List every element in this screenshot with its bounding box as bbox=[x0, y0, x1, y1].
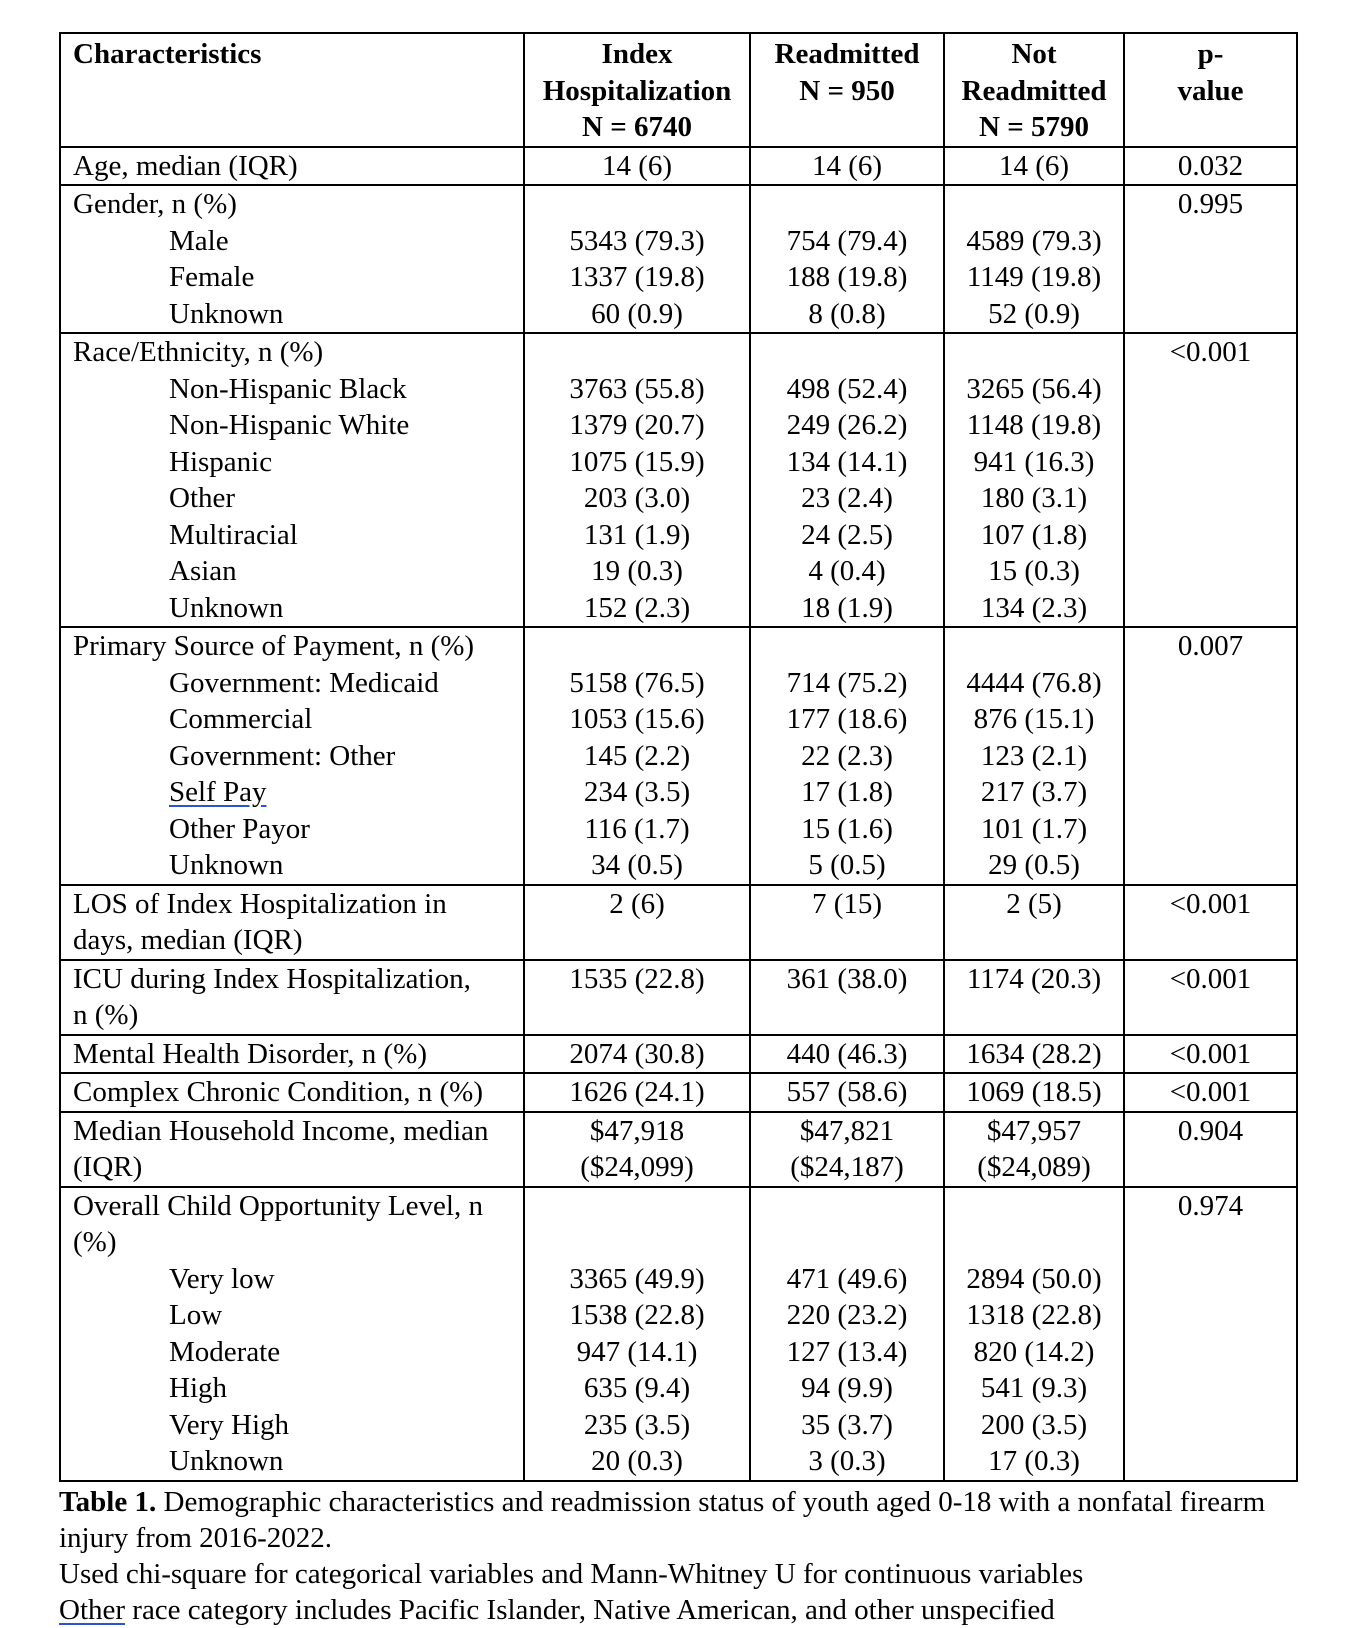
subrow-label bbox=[60, 1297, 524, 1334]
cell-readmitted bbox=[750, 1035, 944, 1074]
cell-p-value: 0.974 bbox=[1124, 1187, 1297, 1481]
cell-readmitted: 8 (0.8) bbox=[750, 296, 944, 334]
cell-not-readmitted: 3265 (56.4) bbox=[944, 371, 1124, 408]
cell-readmitted: 4 (0.4) bbox=[750, 553, 944, 590]
cell-not-readmitted: 107 (1.8) bbox=[944, 517, 1124, 554]
cell-index: 152 (2.3) bbox=[524, 590, 750, 628]
caption-note-other-text: race category includes Pacific Islander, Native American, and other unspecified bbox=[125, 1593, 1055, 1626]
cell-not-readmitted: 941 (16.3) bbox=[944, 444, 1124, 481]
cell-line: N = 5790 bbox=[979, 111, 1089, 143]
table-subrow bbox=[60, 1297, 1297, 1334]
cell-index bbox=[524, 1112, 750, 1187]
cell-line: Readmitted bbox=[961, 74, 1107, 107]
row-label bbox=[60, 1073, 524, 1112]
subrow-label bbox=[60, 1261, 524, 1298]
cell-value: 7 (15) bbox=[811, 887, 883, 920]
row-label bbox=[60, 1112, 524, 1187]
cell-value: 14 (6) bbox=[601, 149, 673, 182]
cell-line: days, median (IQR) bbox=[73, 924, 303, 956]
table-body bbox=[60, 147, 1297, 1481]
subrow-label-text: Low bbox=[169, 1299, 223, 1331]
subrow-label-text: Multiracial bbox=[169, 518, 298, 551]
subrow-label-text: Male bbox=[169, 224, 229, 257]
cell-value: 14 (6) bbox=[811, 149, 883, 182]
cell-index: 1053 (15.6) bbox=[524, 701, 750, 738]
subrow-label-text: Female bbox=[169, 261, 255, 293]
cell-readmitted bbox=[750, 333, 944, 371]
cell-line: (IQR) bbox=[73, 1151, 143, 1183]
cell-index: 116 (1.7) bbox=[524, 811, 750, 848]
table-subrow bbox=[60, 223, 1297, 260]
cell-p-value: 0.904 bbox=[1124, 1112, 1297, 1187]
cell-not-readmitted: 4444 (76.8) bbox=[944, 665, 1124, 702]
caption-note-other bbox=[59, 1592, 1296, 1628]
cell-value: 1626 (24.1) bbox=[569, 1076, 705, 1108]
table-subrow bbox=[60, 407, 1297, 444]
cell-line: (%) bbox=[73, 1226, 117, 1258]
subrow-label-text: Asian bbox=[169, 555, 237, 587]
cell-value: 14 (6) bbox=[998, 149, 1070, 182]
cell-value: ($24,187) bbox=[790, 1151, 904, 1183]
cell-not-readmitted bbox=[944, 147, 1124, 186]
table-subrow bbox=[60, 774, 1297, 811]
cell-index: 19 (0.3) bbox=[524, 553, 750, 590]
cell-not-readmitted bbox=[944, 1073, 1124, 1112]
cell-index: 5343 (79.3) bbox=[524, 223, 750, 260]
table-caption bbox=[59, 1484, 1296, 1628]
subrow-label bbox=[60, 590, 524, 628]
cell-value: 1634 (28.2) bbox=[966, 1037, 1102, 1070]
cell-p-value: 0.007 bbox=[1124, 627, 1297, 885]
cell-line: Hospitalization bbox=[542, 74, 732, 107]
subrow-label bbox=[60, 665, 524, 702]
subrow-label-text: Government: Medicaid bbox=[169, 666, 439, 699]
subrow-label bbox=[60, 371, 524, 408]
table-row bbox=[60, 1073, 1297, 1112]
cell-not-readmitted: 52 (0.9) bbox=[944, 296, 1124, 334]
cell-readmitted: 754 (79.4) bbox=[750, 223, 944, 260]
cell-p-value: <0.001 bbox=[1124, 333, 1297, 627]
cell-not-readmitted: 134 (2.3) bbox=[944, 590, 1124, 628]
cell-line: Overall Child Opportunity Level, n bbox=[73, 1189, 483, 1222]
cell-not-readmitted bbox=[944, 960, 1124, 1035]
cell-value: ($24,099) bbox=[580, 1151, 694, 1183]
cell-line: Characteristics bbox=[73, 38, 262, 70]
subrow-label bbox=[60, 517, 524, 554]
table-subrow bbox=[60, 847, 1297, 885]
cell-readmitted: 17 (1.8) bbox=[750, 774, 944, 811]
cell-not-readmitted bbox=[944, 1035, 1124, 1074]
cell-value: $47,918 bbox=[589, 1114, 685, 1147]
cell-index: 131 (1.9) bbox=[524, 517, 750, 554]
cell-not-readmitted: 200 (3.5) bbox=[944, 1407, 1124, 1444]
cell-index: 34 (0.5) bbox=[524, 847, 750, 885]
cell-line: LOS of Index Hospitalization in bbox=[73, 887, 447, 920]
cell-readmitted: 94 (9.9) bbox=[750, 1370, 944, 1407]
cell-value: ($24,089) bbox=[977, 1151, 1091, 1183]
subrow-label bbox=[60, 1334, 524, 1371]
cell-index bbox=[524, 960, 750, 1035]
cell-line: Race/Ethnicity, n (%) bbox=[73, 336, 324, 368]
cell-value: 2074 (30.8) bbox=[569, 1037, 705, 1070]
subrow-label bbox=[60, 1407, 524, 1444]
cell-index: 3365 (49.9) bbox=[524, 1261, 750, 1298]
cell-line: Readmitted bbox=[774, 38, 920, 70]
table-row bbox=[60, 333, 1297, 371]
cell-value: 1535 (22.8) bbox=[569, 962, 705, 995]
cell-not-readmitted: 876 (15.1) bbox=[944, 701, 1124, 738]
cell-p-value: 0.032 bbox=[1124, 147, 1297, 186]
cell-readmitted: 24 (2.5) bbox=[750, 517, 944, 554]
cell-index bbox=[524, 627, 750, 665]
table-row bbox=[60, 1035, 1297, 1074]
cell-readmitted bbox=[750, 885, 944, 960]
subrow-label-text: Unknown bbox=[169, 591, 284, 624]
cell-index bbox=[524, 333, 750, 371]
subrow-label-text: Very High bbox=[169, 1408, 290, 1441]
caption-title bbox=[59, 1484, 1296, 1556]
subrow-label-text: Other bbox=[169, 482, 236, 514]
header-not-readmitted bbox=[944, 33, 1124, 147]
cell-readmitted: 35 (3.7) bbox=[750, 1407, 944, 1444]
cell-p-value: <0.001 bbox=[1124, 1073, 1297, 1112]
subrow-label bbox=[60, 407, 524, 444]
table-subrow bbox=[60, 444, 1297, 481]
cell-index bbox=[524, 1187, 750, 1261]
cell-readmitted: 3 (0.3) bbox=[750, 1443, 944, 1481]
table-subrow bbox=[60, 811, 1297, 848]
cell-not-readmitted bbox=[944, 885, 1124, 960]
subrow-label-text: Unknown bbox=[169, 297, 284, 330]
subrow-label bbox=[60, 480, 524, 517]
row-label bbox=[60, 185, 524, 223]
cell-line: n (%) bbox=[73, 999, 139, 1031]
subrow-label bbox=[60, 553, 524, 590]
cell-not-readmitted: 123 (2.1) bbox=[944, 738, 1124, 775]
cell-line: ICU during Index Hospitalization, bbox=[73, 962, 471, 995]
cell-not-readmitted: 101 (1.7) bbox=[944, 811, 1124, 848]
subrow-label bbox=[60, 444, 524, 481]
cell-index: 1075 (15.9) bbox=[524, 444, 750, 481]
cell-readmitted: 220 (23.2) bbox=[750, 1297, 944, 1334]
subrow-label bbox=[60, 847, 524, 885]
cell-line: Age, median (IQR) bbox=[73, 149, 298, 182]
cell-readmitted bbox=[750, 960, 944, 1035]
table-subrow bbox=[60, 553, 1297, 590]
cell-index: 60 (0.9) bbox=[524, 296, 750, 334]
cell-index: 20 (0.3) bbox=[524, 1443, 750, 1481]
cell-index bbox=[524, 1035, 750, 1074]
cell-line: Mental Health Disorder, n (%) bbox=[73, 1037, 427, 1070]
table-subrow bbox=[60, 738, 1297, 775]
subrow-label bbox=[60, 774, 524, 811]
cell-index: 203 (3.0) bbox=[524, 480, 750, 517]
cell-line: Primary Source of Payment, n (%) bbox=[73, 630, 475, 662]
cell-index: 234 (3.5) bbox=[524, 774, 750, 811]
cell-index: 947 (14.1) bbox=[524, 1334, 750, 1371]
cell-index: 1337 (19.8) bbox=[524, 259, 750, 296]
header-index-hospitalization bbox=[524, 33, 750, 147]
subrow-label-text: Unknown bbox=[169, 1445, 284, 1477]
table-subrow bbox=[60, 1261, 1297, 1298]
cell-not-readmitted: 217 (3.7) bbox=[944, 774, 1124, 811]
cell-readmitted: 714 (75.2) bbox=[750, 665, 944, 702]
cell-line: N = 6740 bbox=[582, 111, 692, 143]
cell-not-readmitted bbox=[944, 627, 1124, 665]
cell-not-readmitted: 17 (0.3) bbox=[944, 1443, 1124, 1481]
table-subrow bbox=[60, 1370, 1297, 1407]
cell-value: $47,821 bbox=[799, 1114, 895, 1147]
header-readmitted bbox=[750, 33, 944, 147]
cell-line: Not bbox=[1011, 38, 1057, 70]
cell-value: 1174 (20.3) bbox=[966, 962, 1102, 995]
cell-not-readmitted: 29 (0.5) bbox=[944, 847, 1124, 885]
cell-line: Index bbox=[601, 38, 673, 70]
subrow-label-text: High bbox=[169, 1372, 227, 1404]
subrow-label-text: Non-Hispanic White bbox=[169, 409, 410, 441]
cell-not-readmitted: 1148 (19.8) bbox=[944, 407, 1124, 444]
cell-not-readmitted: 1149 (19.8) bbox=[944, 259, 1124, 296]
row-label bbox=[60, 627, 524, 665]
table-subrow bbox=[60, 1334, 1297, 1371]
cell-value: 2 (6) bbox=[609, 887, 665, 920]
table-subrow bbox=[60, 590, 1297, 628]
cell-line: Gender, n (%) bbox=[73, 188, 237, 220]
cell-index bbox=[524, 185, 750, 223]
row-label bbox=[60, 1035, 524, 1074]
cell-readmitted: 5 (0.5) bbox=[750, 847, 944, 885]
subrow-label bbox=[60, 701, 524, 738]
cell-readmitted: 22 (2.3) bbox=[750, 738, 944, 775]
cell-index: 5158 (76.5) bbox=[524, 665, 750, 702]
cell-index bbox=[524, 885, 750, 960]
cell-not-readmitted bbox=[944, 185, 1124, 223]
cell-readmitted: 188 (19.8) bbox=[750, 259, 944, 296]
table-subrow bbox=[60, 371, 1297, 408]
table-subrow bbox=[60, 1407, 1297, 1444]
cell-index: 145 (2.2) bbox=[524, 738, 750, 775]
header-characteristics bbox=[60, 33, 524, 147]
cell-index bbox=[524, 147, 750, 186]
row-label bbox=[60, 1187, 524, 1261]
table-row bbox=[60, 185, 1297, 223]
table-subrow bbox=[60, 517, 1297, 554]
row-label bbox=[60, 147, 524, 186]
subrow-label bbox=[60, 738, 524, 775]
cell-line: p- bbox=[1197, 38, 1224, 70]
table-row bbox=[60, 147, 1297, 186]
cell-readmitted: 498 (52.4) bbox=[750, 371, 944, 408]
cell-not-readmitted bbox=[944, 333, 1124, 371]
cell-readmitted: 18 (1.9) bbox=[750, 590, 944, 628]
row-label bbox=[60, 333, 524, 371]
cell-not-readmitted: 2894 (50.0) bbox=[944, 1261, 1124, 1298]
cell-index: 1379 (20.7) bbox=[524, 407, 750, 444]
subrow-label-text: Very low bbox=[169, 1262, 275, 1295]
subrow-label bbox=[60, 223, 524, 260]
table-row bbox=[60, 627, 1297, 665]
caption-note-other-word: Other bbox=[59, 1593, 126, 1626]
cell-line: value bbox=[1177, 74, 1244, 107]
subrow-label bbox=[60, 1370, 524, 1407]
subrow-label-text: Self Pay bbox=[169, 776, 267, 808]
table-row bbox=[60, 1112, 1297, 1187]
cell-value: 1069 (18.5) bbox=[966, 1076, 1102, 1108]
cell-readmitted bbox=[750, 1112, 944, 1187]
cell-readmitted: 127 (13.4) bbox=[750, 1334, 944, 1371]
table-row bbox=[60, 1187, 1297, 1261]
subrow-label-text: Government: Other bbox=[169, 739, 396, 772]
cell-p-value: <0.001 bbox=[1124, 885, 1297, 960]
cell-not-readmitted: 541 (9.3) bbox=[944, 1370, 1124, 1407]
cell-value: 557 (58.6) bbox=[786, 1076, 908, 1108]
header-p-value bbox=[1124, 33, 1297, 147]
cell-index: 1538 (22.8) bbox=[524, 1297, 750, 1334]
cell-p-value: 0.995 bbox=[1124, 185, 1297, 333]
cell-readmitted bbox=[750, 185, 944, 223]
subrow-label-text: Moderate bbox=[169, 1335, 281, 1368]
cell-not-readmitted: 180 (3.1) bbox=[944, 480, 1124, 517]
cell-line: Complex Chronic Condition, n (%) bbox=[73, 1076, 483, 1108]
cell-not-readmitted: 15 (0.3) bbox=[944, 553, 1124, 590]
cell-value: 2 (5) bbox=[1006, 887, 1062, 920]
table-subrow bbox=[60, 1443, 1297, 1481]
caption-note-tests: Used chi-square for categorical variables and Mann-Whitney U for continuous variables bbox=[59, 1557, 1084, 1590]
subrow-label-text: Unknown bbox=[169, 849, 284, 881]
cell-p-value: <0.001 bbox=[1124, 960, 1297, 1035]
table-subrow bbox=[60, 259, 1297, 296]
subrow-label bbox=[60, 259, 524, 296]
caption-text: Demographic characteristics and readmission status of youth aged 0-18 with a nonfatal firearm injury from 2016-2022. bbox=[59, 1485, 1266, 1554]
table-row bbox=[60, 885, 1297, 960]
cell-index: 235 (3.5) bbox=[524, 1407, 750, 1444]
cell-not-readmitted bbox=[944, 1187, 1124, 1261]
subrow-label-text: Other Payor bbox=[169, 812, 310, 845]
subrow-label bbox=[60, 1443, 524, 1481]
table-header-row bbox=[60, 33, 1297, 147]
cell-readmitted: 249 (26.2) bbox=[750, 407, 944, 444]
cell-index: 3763 (55.8) bbox=[524, 371, 750, 408]
cell-index bbox=[524, 1073, 750, 1112]
demographics-table bbox=[59, 32, 1298, 1482]
subrow-label-text: Commercial bbox=[169, 703, 313, 735]
table-subrow bbox=[60, 480, 1297, 517]
subrow-label bbox=[60, 296, 524, 334]
cell-not-readmitted: 820 (14.2) bbox=[944, 1334, 1124, 1371]
cell-readmitted bbox=[750, 627, 944, 665]
subrow-label bbox=[60, 811, 524, 848]
caption-label: Table 1. bbox=[59, 1485, 157, 1518]
cell-readmitted: 177 (18.6) bbox=[750, 701, 944, 738]
subrow-label-text: Hispanic bbox=[169, 445, 273, 478]
cell-readmitted bbox=[750, 1187, 944, 1261]
cell-readmitted: 15 (1.6) bbox=[750, 811, 944, 848]
document bbox=[59, 32, 1296, 1628]
cell-value: 361 (38.0) bbox=[786, 962, 908, 995]
row-label bbox=[60, 885, 524, 960]
table-subrow bbox=[60, 296, 1297, 334]
cell-readmitted: 23 (2.4) bbox=[750, 480, 944, 517]
cell-value: 440 (46.3) bbox=[786, 1037, 908, 1070]
table-subrow bbox=[60, 701, 1297, 738]
cell-not-readmitted bbox=[944, 1112, 1124, 1187]
table-row bbox=[60, 960, 1297, 1035]
cell-readmitted bbox=[750, 1073, 944, 1112]
table-subrow bbox=[60, 665, 1297, 702]
cell-index: 635 (9.4) bbox=[524, 1370, 750, 1407]
cell-not-readmitted: 4589 (79.3) bbox=[944, 223, 1124, 260]
cell-readmitted bbox=[750, 147, 944, 186]
cell-readmitted: 134 (14.1) bbox=[750, 444, 944, 481]
cell-p-value: <0.001 bbox=[1124, 1035, 1297, 1074]
cell-value: $47,957 bbox=[986, 1114, 1082, 1147]
cell-line: N = 950 bbox=[799, 74, 895, 107]
cell-not-readmitted: 1318 (22.8) bbox=[944, 1297, 1124, 1334]
cell-line: Median Household Income, median bbox=[73, 1114, 489, 1147]
subrow-label-text: Non-Hispanic Black bbox=[169, 372, 407, 405]
cell-readmitted: 471 (49.6) bbox=[750, 1261, 944, 1298]
row-label bbox=[60, 960, 524, 1035]
